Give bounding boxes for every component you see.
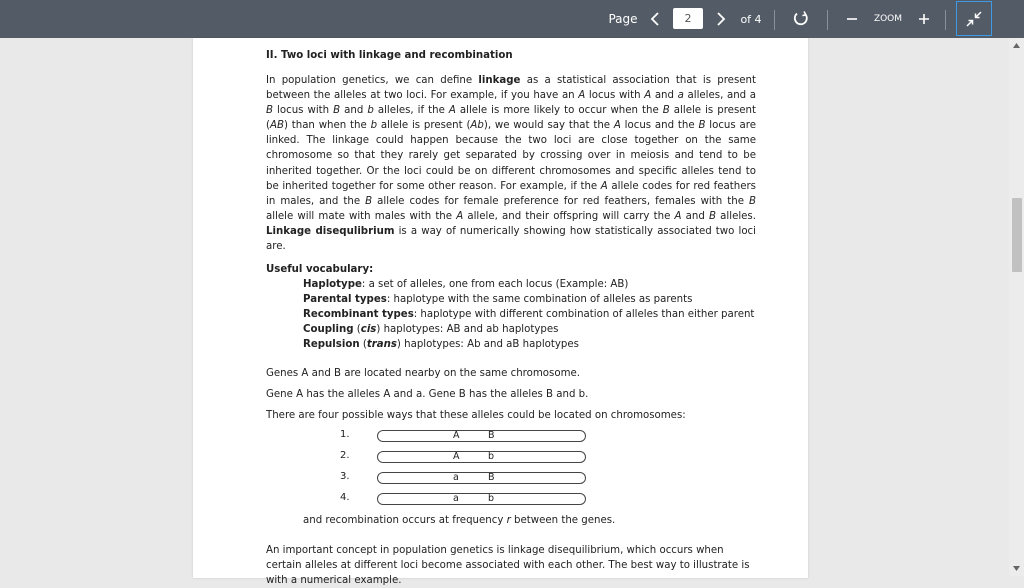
vertical-scrollbar[interactable]	[1009, 38, 1024, 576]
allele-a: A	[453, 451, 460, 463]
possible-ways-text: There are four possible ways that these alleles could be located on chromosomes:	[266, 410, 686, 422]
page-content	[266, 48, 756, 588]
allele-a: A	[453, 430, 460, 442]
exit-fullscreen-icon	[966, 11, 982, 27]
rotate-icon	[792, 10, 810, 28]
page-label: Page	[608, 12, 638, 26]
page-number-input[interactable]: 2	[673, 8, 703, 29]
chevron-left-icon	[650, 12, 660, 26]
chromosome-bar	[377, 493, 586, 505]
chromosome-diagram	[266, 429, 756, 513]
section-heading: II. Two loci with linkage and recombination	[266, 50, 513, 61]
scroll-up-icon[interactable]	[1013, 43, 1020, 48]
vocab-item-repulsion: Repulsion (trans) haplotypes: Ab and aB haplotypes	[303, 339, 579, 351]
allele-b: B	[488, 430, 495, 442]
divider	[827, 10, 828, 30]
plus-icon	[918, 13, 930, 25]
zoom-in-button[interactable]	[914, 0, 934, 38]
vocab-item-coupling: Coupling (cis) haplotypes: AB and ab haplotypes	[303, 324, 559, 336]
chromosome-bar	[377, 472, 586, 484]
allele-a: a	[453, 472, 459, 484]
vocab-item-parental: Parental types: haplotype with the same combination of alleles as parents	[303, 294, 693, 306]
chromosome-row	[266, 429, 596, 443]
minus-icon	[846, 13, 858, 25]
vocab-heading: Useful vocabulary:	[266, 264, 374, 276]
exit-fullscreen-button[interactable]	[956, 1, 992, 36]
zoom-label: ZOOM	[873, 14, 903, 24]
document-viewer[interactable]	[0, 38, 1024, 587]
chromosome-number: 2.	[340, 450, 350, 462]
scroll-thumb[interactable]	[1012, 198, 1022, 272]
closing-paragraph: An important concept in population genetics is linkage disequilibrium, which occurs when certain alleles at different loci become associated with each other. The best way to illustrate is with a numerical example.	[266, 545, 750, 587]
chevron-right-icon	[716, 12, 726, 26]
recombination-text: and recombination occurs at frequency r between the genes.	[303, 515, 616, 527]
chromosome-row	[266, 450, 596, 464]
genes-location-text: Genes A and B are located nearby on the same chromosome.	[266, 368, 580, 380]
intro-paragraph: In population genetics, we can define linkage as a statistical association that is present between the alleles at two loci. For example, if you have an A locus with A and a alleles, and a B locus with B and b alleles, if the A allele is more likely to occur when the B allele is present (AB) than when the b allele is present (Ab), we would say that the A locus and the B locus are linked. The linkage could happen because the two loci are close together on the same chromosome so that they rarely get separated by crossing over in meiosis and tend to be inherited together. Or the loci could be on different chromosomes and specific alleles tend to be inherited together for some other reason. For example, if the A allele codes for red feathers in males, and the B allele codes for female preference for red feathers, females with the B allele will mate with males with the A allele, and their offspring will carry the A and B alleles. Linkage disequlibrium is a way of numerically showing how statistically associated two loci are.	[266, 75, 756, 253]
vocab-item-haplotype: Haplotype: a set of alleles, one from each locus (Example: AB)	[303, 279, 629, 291]
chromosome-row	[266, 471, 596, 485]
prev-page-button[interactable]	[646, 0, 664, 38]
divider	[945, 10, 946, 30]
chromosome-number: 4.	[340, 492, 350, 504]
chromosome-number: 3.	[340, 471, 350, 483]
chromosome-number: 1.	[340, 429, 350, 441]
allele-a: a	[453, 493, 459, 505]
chromosome-bar	[377, 430, 586, 442]
rotate-button[interactable]	[789, 0, 813, 38]
chromosome-row	[266, 492, 596, 506]
chromosome-bar	[377, 451, 586, 463]
scroll-down-icon[interactable]	[1013, 566, 1020, 571]
allele-b: B	[488, 472, 495, 484]
vocab-item-recombinant: Recombinant types: haplotype with different combination of alleles than either parent	[303, 309, 755, 321]
allele-b: b	[488, 493, 495, 505]
pdf-toolbar	[0, 0, 1024, 38]
next-page-button[interactable]	[712, 0, 730, 38]
vocabulary-list	[266, 262, 756, 352]
allele-b: b	[488, 451, 495, 463]
zoom-out-button[interactable]	[842, 0, 862, 38]
linkage-term: linkage	[478, 75, 521, 86]
alleles-text: Gene A has the alleles A and a. Gene B has the alleles B and b.	[266, 389, 589, 401]
page-total: of 4	[740, 12, 762, 26]
divider	[774, 10, 775, 30]
linkage-disequilibrium-term: Linkage disequlibrium	[266, 225, 395, 237]
pdf-page	[193, 38, 808, 587]
